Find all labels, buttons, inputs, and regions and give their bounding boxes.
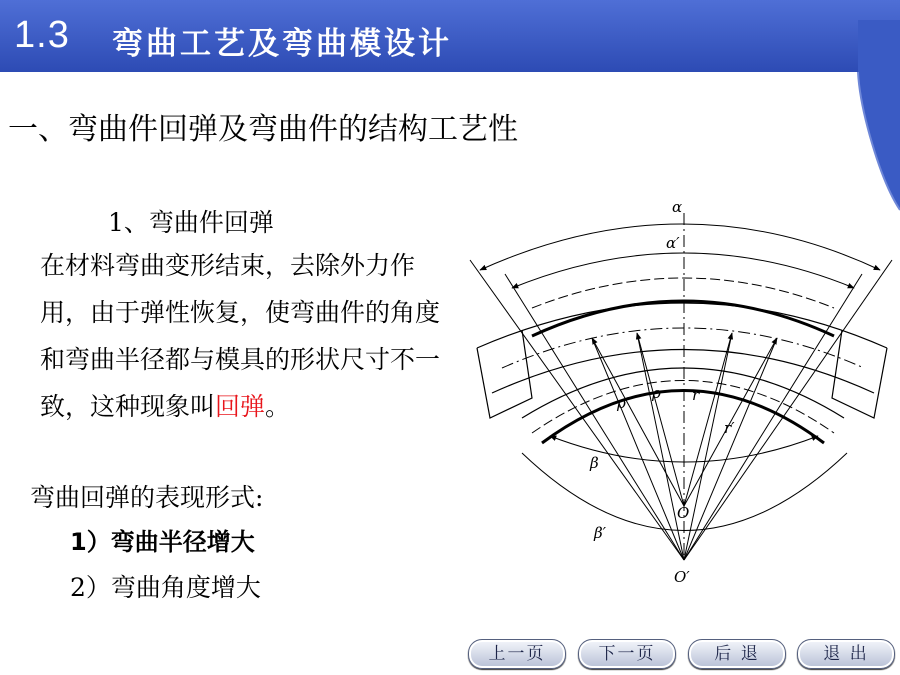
forms-title: 弯曲回弹的表现形式: [30,483,264,512]
label-alpha: α [672,198,683,216]
label-alpha-prime: α′ [666,234,680,252]
title-bar [0,0,900,72]
workpiece-outer [477,303,887,348]
springback-diagram [462,188,897,598]
back-button[interactable]: 后 退 [688,639,786,669]
sub-heading: 1、弯曲件回弹 [108,208,274,237]
next-page-button[interactable]: 下一页 [578,639,676,669]
paragraph-period: 。 [265,392,291,421]
paragraph-text: 在材料弯曲变形结束，去除外力作用，由于弹性恢复，使弯曲件的角度和弯曲半径都与模具的形状尺寸不一致，这种现象叫 [40,251,441,421]
inner-thin-curve [522,368,844,418]
label-r: r [692,386,700,404]
form-item-angle: 2）弯曲角度增大 [70,573,261,602]
alpha-prime-arc [512,253,854,288]
left-flange [477,330,532,418]
highlight-term: 回弹 [215,392,266,421]
alpha-arc [480,224,880,270]
section-heading: 一、弯曲件回弹及弯曲件的结构工艺性 [8,112,518,147]
exit-button[interactable]: 退 出 [797,639,895,669]
definition-paragraph [40,242,440,430]
label-beta-prime: β′ [594,524,607,542]
label-beta: β [590,454,599,472]
label-center-o: O [677,504,690,522]
label-r-prime: r′ [724,419,735,437]
label-rho: ρ [652,384,661,402]
prev-page-button[interactable]: 上一页 [468,639,566,669]
form-item-radius: 1）弯曲半径增大 [70,528,255,556]
workpiece-inner-top [492,350,874,394]
section-number: 1.3 [14,14,70,56]
label-rho-prime: ρ′ [617,394,630,412]
inner-dashed-curve [532,381,834,434]
workpiece-mid [502,328,864,368]
bold-inner-curve [542,391,824,444]
bold-outer-curve [532,301,834,336]
label-center-o-prime: O′ [674,568,690,586]
right-flange [832,330,887,418]
page-title: 弯曲工艺及弯曲模设计 [112,26,452,62]
